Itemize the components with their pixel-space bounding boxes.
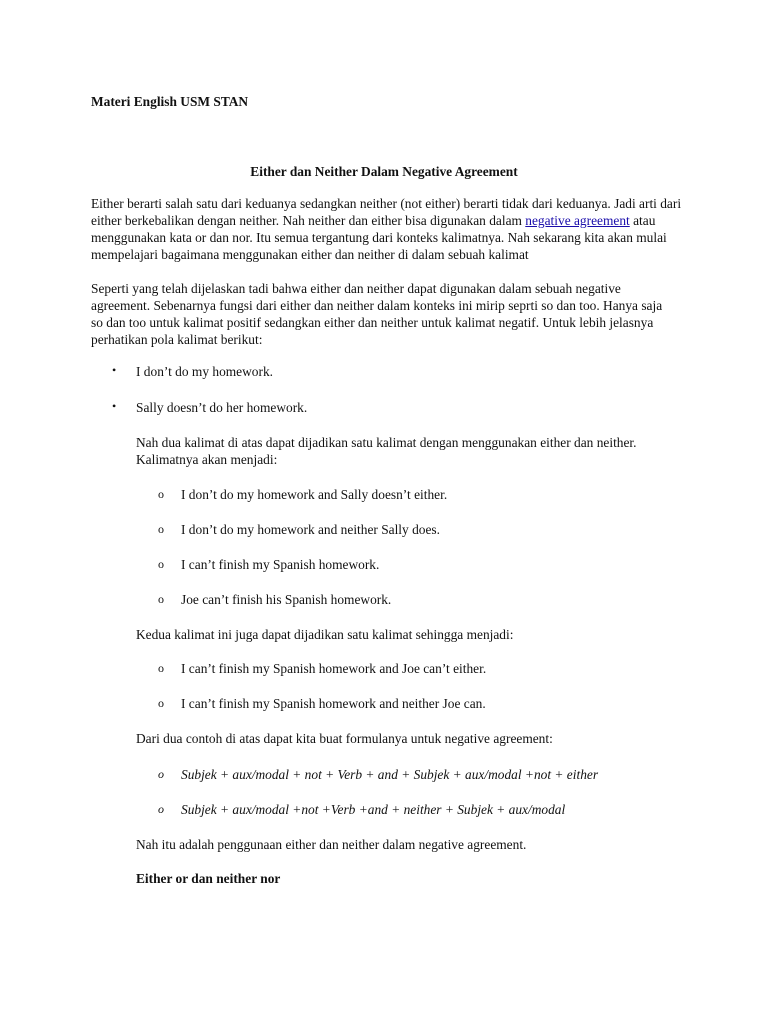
bullet-marker: • xyxy=(112,399,117,413)
sub-list-item: I can’t finish my Spanish homework and Joe can’t either. xyxy=(181,661,487,676)
formula-item: Subjek + aux/modal +not +Verb +and + neither + Subjek + aux/modal xyxy=(181,802,566,817)
intro-paragraph xyxy=(91,195,685,263)
bullet-item: I don’t do my homework. xyxy=(136,364,273,379)
sub-list-item: I don’t do my homework and Sally doesn’t either. xyxy=(181,487,448,502)
sub-bullet-marker: o xyxy=(158,661,164,675)
bullet-marker: • xyxy=(112,363,117,377)
formula-intro-paragraph: Dari dua contoh di atas dapat kita buat formulanya untuk negative agreement: xyxy=(136,731,553,746)
section-heading: Either dan Neither Dalam Negative Agreement xyxy=(250,164,518,179)
combine-paragraph: Nah dua kalimat di atas dapat dijadikan satu kalimat dengan menggunakan either dan neither. Kalimatnya akan menjadi: xyxy=(136,435,637,467)
closing-paragraph: Nah itu adalah penggunaan either dan neither dalam negative agreement. xyxy=(136,837,527,852)
negative-agreement-link[interactable]: negative agreement xyxy=(525,213,630,228)
formula-item: Subjek + aux/modal + not + Verb + and + Subjek + aux/modal +not + either xyxy=(181,767,599,782)
sub-bullet-marker: o xyxy=(158,696,164,710)
sub-list-item: I can’t finish my Spanish homework and neither Joe can. xyxy=(181,696,486,711)
intro-text-end: atau menggunakan kata or dan nor. Itu semua tergantung dari konteks kalimatnya. Nah sekarang kita akan mulai mempelajari bagaimana menggunakan either dan neither di dalam sebuah kalimat xyxy=(91,213,667,262)
subsection-heading: Either or dan neither nor xyxy=(136,871,281,886)
sub-bullet-marker: o xyxy=(158,767,164,781)
bullet-item: Sally doesn’t do her homework. xyxy=(136,400,308,415)
document-header: Materi English USM STAN xyxy=(91,94,249,109)
sub-list-item: I don’t do my homework and neither Sally does. xyxy=(181,522,440,537)
combine-paragraph-2: Kedua kalimat ini juga dapat dijadikan satu kalimat sehingga menjadi: xyxy=(136,627,514,642)
sub-bullet-marker: o xyxy=(158,802,164,816)
sub-bullet-marker: o xyxy=(158,557,164,571)
sub-list-item: Joe can’t finish his Spanish homework. xyxy=(181,592,392,607)
explanation-paragraph: Seperti yang telah dijelaskan tadi bahwa either dan neither dapat digunakan dalam sebuah negative agreement. Sebenarnya fungsi dari either dan neither dalam konteks ini mirip seprti so dan too. Hanya saja so dan too untuk kalimat positif sedangkan either dan neither untuk kalimat negatif. Untuk lebih jelasnya perhatikan pola kalimat berikut: xyxy=(91,281,663,347)
sub-bullet-marker: o xyxy=(158,522,164,536)
sub-bullet-marker: o xyxy=(158,487,164,501)
sub-bullet-marker: o xyxy=(158,592,164,606)
intro-text-start: Either berarti salah satu dari keduanya sedangkan neither (not either) berarti tidak dari keduanya. Jadi arti dari either berkebalikan dengan neither. Nah neither dan either bisa digunakan dalam xyxy=(91,196,682,228)
sub-list-item: I can’t finish my Spanish homework. xyxy=(181,557,380,572)
